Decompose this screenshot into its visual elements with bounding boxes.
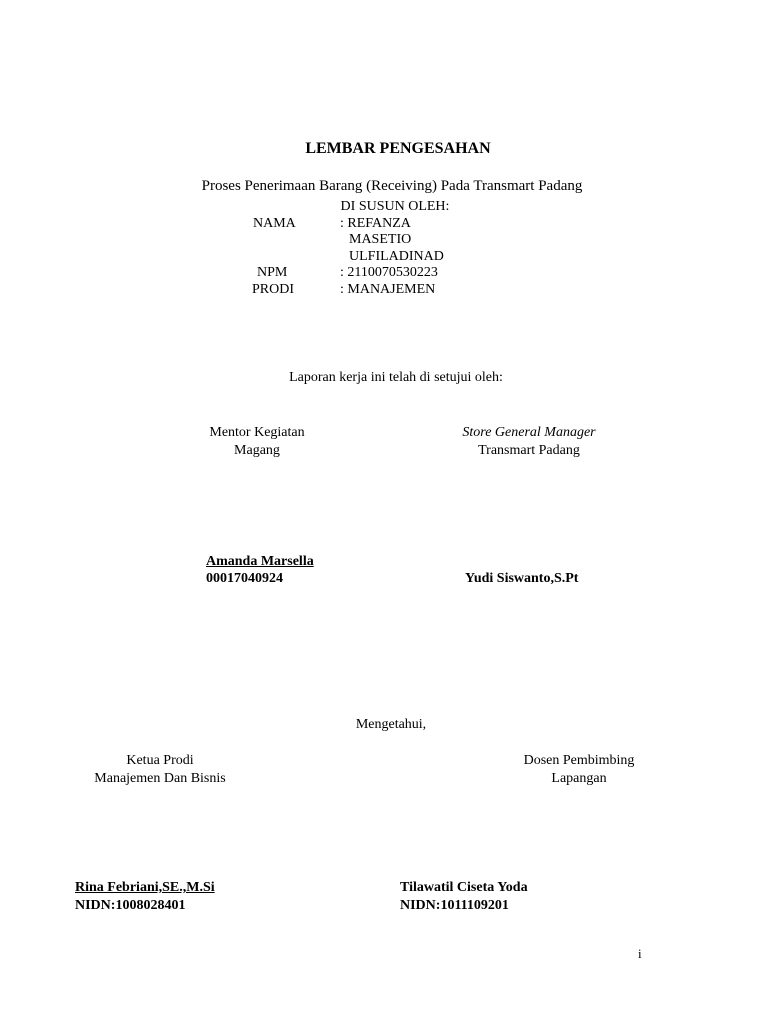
name-value-line1: : REFANZA bbox=[340, 216, 411, 231]
acknowledger-left-id: NIDN:1008028401 bbox=[75, 898, 186, 913]
approval-statement: Laporan kerja ini telah di setujui oleh: bbox=[289, 370, 503, 385]
acknowledger-right-id: NIDN:1011109201 bbox=[400, 898, 509, 913]
author-heading: DI SUSUN OLEH: bbox=[340, 199, 450, 214]
approver-left-title-line1: Mentor Kegiatan bbox=[209, 425, 305, 440]
acknowledger-right-title-line1: Dosen Pembimbing bbox=[523, 753, 635, 768]
page-number: i bbox=[638, 946, 642, 961]
approver-left-name: Amanda Marsella bbox=[206, 554, 314, 569]
acknowledger-left-name: Rina Febriani,SE.,M.Si bbox=[75, 880, 215, 895]
acknowledger-right-title-line2: Lapangan bbox=[551, 771, 607, 786]
name-value-line2: MASETIO bbox=[349, 232, 412, 247]
page-title: LEMBAR PENGESAHAN bbox=[305, 140, 491, 157]
name-value-line3: ULFILADINAD bbox=[349, 249, 444, 264]
npm-value: : 2110070530223 bbox=[340, 265, 438, 280]
approver-right-title-line1: Store General Manager bbox=[462, 425, 596, 440]
prodi-value: : MANAJEMEN bbox=[340, 282, 436, 297]
approver-right-title-line2: Transmart Padang bbox=[478, 443, 580, 458]
report-subtitle: Proses Penerimaan Barang (Receiving) Pada Transmart Padang bbox=[201, 178, 583, 194]
name-label: NAMA bbox=[253, 216, 296, 231]
prodi-label: PRODI bbox=[252, 282, 295, 297]
acknowledger-left-title-line1: Ketua Prodi bbox=[126, 753, 194, 768]
acknowledged-label: Mengetahui, bbox=[355, 717, 427, 732]
approver-right-name: Yudi Siswanto,S.Pt bbox=[465, 571, 579, 586]
approver-left-title-line2: Magang bbox=[234, 443, 280, 458]
approver-left-id: 00017040924 bbox=[206, 571, 283, 586]
acknowledger-right-name: Tilawatil Ciseta Yoda bbox=[400, 880, 528, 895]
acknowledger-left-title-line2: Manajemen Dan Bisnis bbox=[94, 771, 226, 786]
npm-label: NPM bbox=[257, 265, 288, 280]
